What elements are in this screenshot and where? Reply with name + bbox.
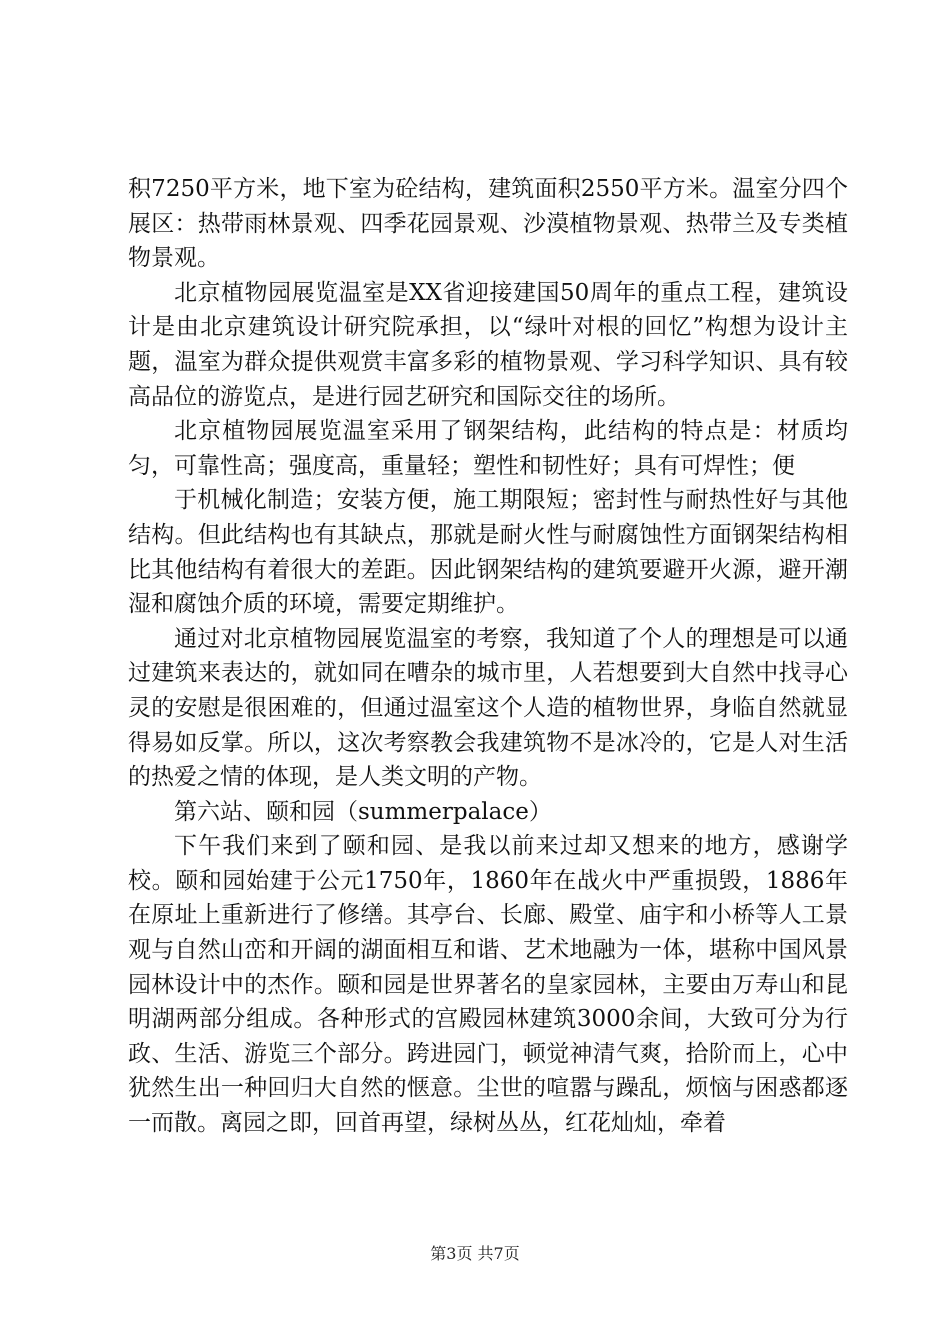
paragraph-reflection: 通过对北京植物园展览温室的考察，我知道了个人的理想是可以通过建筑来表达的，就如同在嘈杂的城市里，人若想要到大自然中找寻心灵的安慰是很困难的，但通过温室这个人造的植物世界，身临自然就显得易如反掌。所以，这次考察教会我建筑物不是冰冷的，它是人对生活的热爱之情的体现，是人类文明的产物。 (128, 625, 848, 791)
document-body (128, 172, 848, 1141)
paragraph-greenhouse-project: 北京植物园展览温室是XX省迎接建国50周年的重点工程，建筑设计是由北京建筑设计研究院承担，以“绿叶对根的回忆”构想为设计主题，温室为群众提供观赏丰富多彩的植物景观、学习科学知识、具有较高品位的游览点，是进行园艺研究和国际交往的场所。 (128, 279, 848, 410)
paragraph-structure-pros-cons: 于机械化制造；安装方便，施工期限短；密封性与耐热性好与其他结构。但此结构也有其缺点，那就是耐火性与耐腐蚀性方面钢架结构相比其他结构有着很大的差距。因此钢架结构的建筑要避开火源，避开潮湿和腐蚀介质的环境，需要定期维护。 (128, 487, 848, 618)
paragraph-summer-palace: 下午我们来到了颐和园、是我以前来过却又想来的地方，感谢学校。颐和园始建于公元1750年，1860年在战火中严重损毁，1886年在原址上重新进行了修缮。其亭台、长廊、殿堂、庙宇和小桥等人工景观与自然山峦和开阔的湖面相互和谐、艺术地融为一体，堪称中国风景园林设计中的杰作。颐和园是世界著名的皇家园林，主要由万寿山和昆明湖两部分组成。各种形式的宫殿园林建筑3000余间，大致可分为行政、生活、游览三个部分。跨进园门，顿觉神清气爽，拾阶而上，心中犹然生出一种回归大自然的惬意。尘世的喧嚣与躁乱，烦恼与困惑都逐一而散。离园之即，回首再望，绿树丛丛，红花灿灿，牵着 (128, 833, 848, 1137)
paragraph-steel-structure: 北京植物园展览温室采用了钢架结构，此结构的特点是：材质均匀，可靠性高；强度高，重量轻；塑性和韧性好；具有可焊性；便 (128, 418, 848, 479)
section-heading-summer-palace: 第六站、颐和园（summerpalace） (174, 798, 552, 825)
page-number-footer: 第3页 共7页 (430, 1244, 520, 1263)
paragraph-greenhouse-area: 积7250平方米，地下室为砼结构，建筑面积2550平方米。温室分四个展区：热带雨林景观、四季花园景观、沙漠植物景观、热带兰及专类植物景观。 (128, 176, 848, 272)
